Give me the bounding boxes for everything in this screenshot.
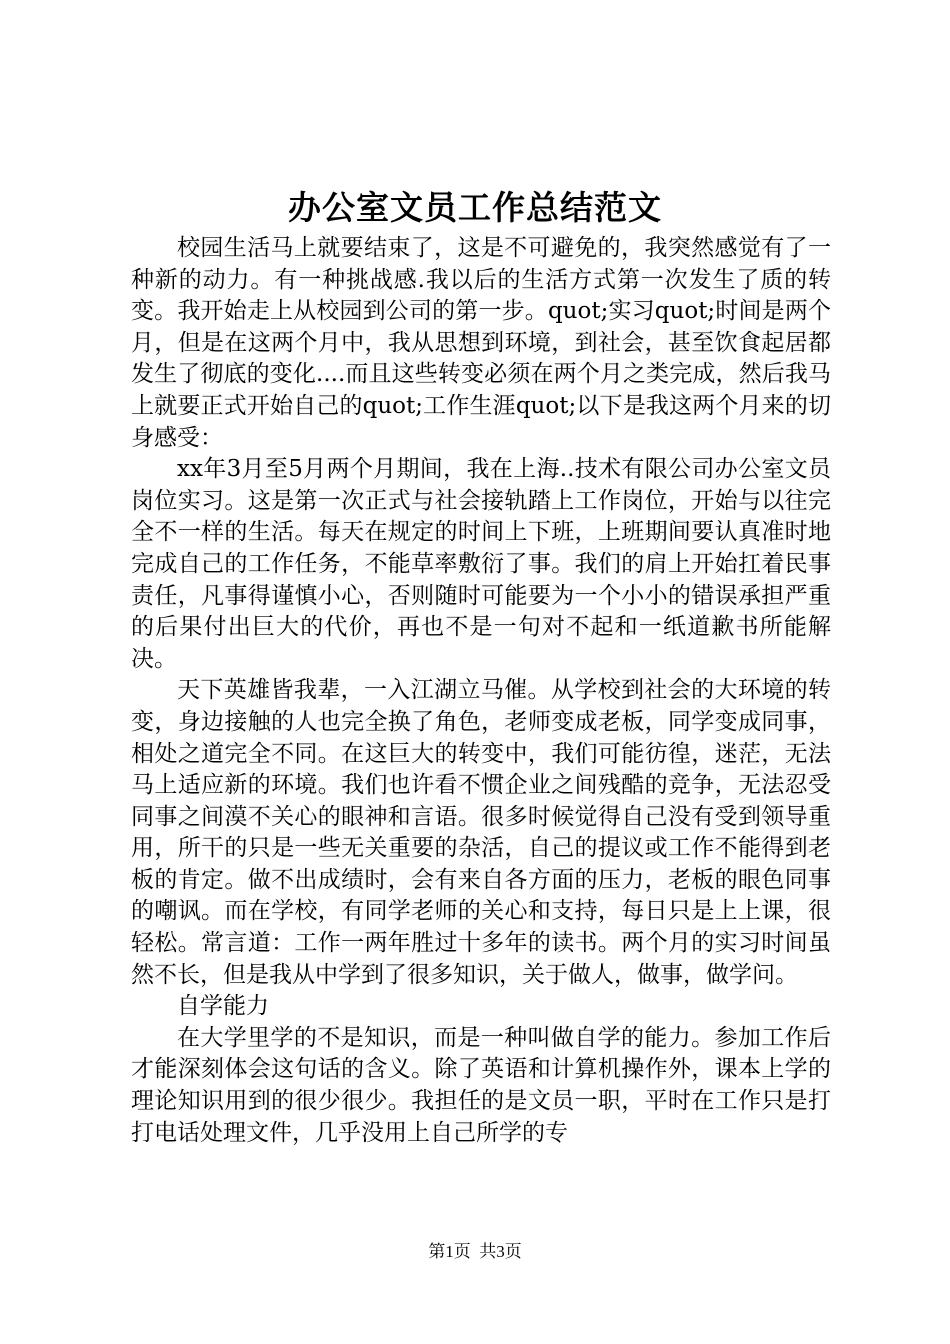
page-footer bbox=[0, 1240, 950, 1264]
document-body bbox=[131, 233, 831, 1149]
section-heading-self-study: 自学能力 bbox=[177, 993, 269, 1020]
paragraph-intro: 校园生活马上就要结束了，这是不可避免的，我突然感觉有了一种新的动力。有一种挑战感.我以后的生活方式第一次发生了质的转变。我开始走上从校园到公司的第一步。quot;实习quot;时间是两个月，但是在这两个月中，我从思想到环境，到社会，甚至饮食起居都发生了彻底的变化....而且这些转变必须在两个月之类完成，然后我马上就要正式开始自己的quot;工作生涯quot;以下是我这两个月来的切身感受： bbox=[131, 235, 831, 451]
paragraph-internship: xx年3月至5月两个月期间，我在上海..技术有限公司办公室文员岗位实习。这是第一次正式与社会接轨踏上工作岗位，开始与以往完全不一样的生活。每天在规定的时间上下班，上班期间要认真准时地完成自己的工作任务，不能草率敷衍了事。我们的肩上开始扛着民事责任，凡事得谨慎小心，否则随时可能要为一个小小的错误承担严重的后果付出巨大的代价，再也不是一句对不起和一纸道歉书所能解决。 bbox=[131, 456, 831, 672]
page-number: 第1页 共3页 bbox=[428, 1242, 522, 1261]
document-title: 办公室文员工作总结范文 bbox=[288, 188, 662, 227]
paragraph-transition: 天下英雄皆我辈，一入江湖立马催。从学校到社会的大环境的转变，身边接触的人也完全换了角色，老师变成老板，同学变成同事，相处之道完全不同。在这巨大的转变中，我们可能彷徨，迷茫，无法马上适应新的环境。我们也许看不惯企业之间残酷的竞争，无法忍受同事之间漠不关心的眼神和言语。很多时候觉得自己没有受到领导重用，所干的只是一些无关重要的杂活，自己的提议或工作不能得到老板的肯定。做不出成绩时，会有来自各方面的压力，老板的眼色同事的嘲讽。而在学校，有同学老师的关心和支持，每日只是上上课，很轻松。常言道：工作一两年胜过十多年的读书。两个月的实习时间虽然不长，但是我从中学到了很多知识，关于做人，做事，做学问。 bbox=[131, 677, 831, 988]
paragraph-self-study: 在大学里学的不是知识，而是一种叫做自学的能力。参加工作后才能深刻体会这句话的含义。除了英语和计算机操作外，课本上学的理论知识用到的很少很少。我担任的是文员一职，平时在工作只是打打电话处理文件，几乎没用上自己所学的专 bbox=[131, 1024, 831, 1146]
